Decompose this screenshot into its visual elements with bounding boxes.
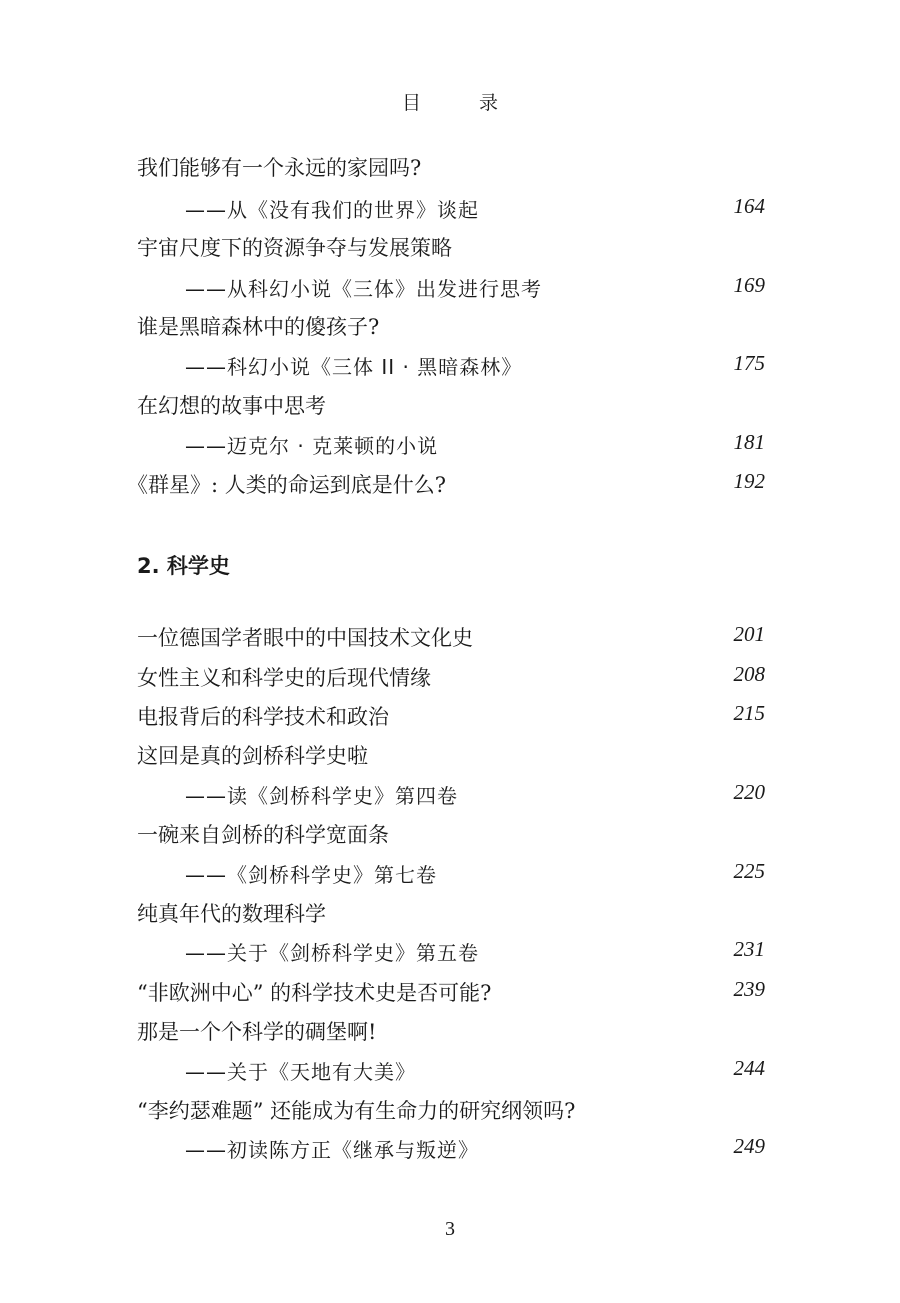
toc-entry-page: 192 [733,469,765,493]
toc-entry-title: 女性主义和科学史的后现代情缘 [137,666,431,690]
toc-entry-subtitle: ——从《没有我们的世界》谈起 [185,198,479,222]
toc-entry-title: “非欧洲中心” 的科学技术史是否可能? [137,981,492,1005]
toc-entry-subtitle: ——关于《剑桥科学史》第五卷 [185,941,479,965]
toc-entry-subtitle: ——读《剑桥科学史》第四卷 [185,784,458,808]
toc-entry-title: 在幻想的故事中思考 [137,394,326,418]
page-header: 目 录 [401,92,525,114]
toc-entry-subtitle: ——科幻小说《三体 II · 黑暗森林》 [185,355,523,379]
toc-entry-title: 那是一个个科学的碉堡啊! [137,1020,377,1044]
toc-entry-page: 239 [733,977,765,1001]
toc-entry-page: 225 [733,859,765,883]
toc-entry-page: 175 [733,351,765,375]
toc-entry-subtitle: ——《剑桥科学史》第七卷 [185,863,437,887]
toc-entry-page: 201 [733,622,765,646]
toc-entry-page: 215 [733,701,765,725]
toc-entry-page: 244 [733,1056,765,1080]
toc-entry-page: 169 [733,273,765,297]
toc-entry-page: 231 [733,937,765,961]
toc-entry-page: 208 [733,662,765,686]
toc-entry-page: 164 [733,194,765,218]
section-heading: 2. 科学史 [137,554,230,578]
toc-entry-subtitle: ——初读陈方正《继承与叛逆》 [185,1138,479,1162]
toc-entry-subtitle: ——关于《天地有大美》 [185,1060,416,1084]
toc-entry-title: “李约瑟难题” 还能成为有生命力的研究纲领吗? [137,1099,576,1123]
toc-entry-title: 一位德国学者眼中的中国技术文化史 [137,626,473,650]
toc-entry-subtitle: ——迈克尔 · 克莱顿的小说 [185,434,439,458]
toc-entry-title: 我们能够有一个永远的家园吗? [137,156,422,180]
toc-entry-title: 谁是黑暗森林中的傻孩子? [137,315,380,339]
toc-entry-title: 宇宙尺度下的资源争夺与发展策略 [137,236,452,260]
toc-entry-page: 249 [733,1134,765,1158]
toc-entry-subtitle: ——从科幻小说《三体》出发进行思考 [185,277,542,301]
toc-entry-title: 《群星》: 人类的命运到底是什么? [127,473,447,497]
toc-entry-page: 220 [733,780,765,804]
toc-entry-page: 181 [733,430,765,454]
toc-entry-title: 这回是真的剑桥科学史啦 [137,744,368,768]
toc-entry-title: 电报背后的科学技术和政治 [137,705,389,729]
page-number: 3 [445,1218,455,1240]
toc-entry-title: 纯真年代的数理科学 [137,902,326,926]
toc-entry-title: 一碗来自剑桥的科学宽面条 [137,823,389,847]
